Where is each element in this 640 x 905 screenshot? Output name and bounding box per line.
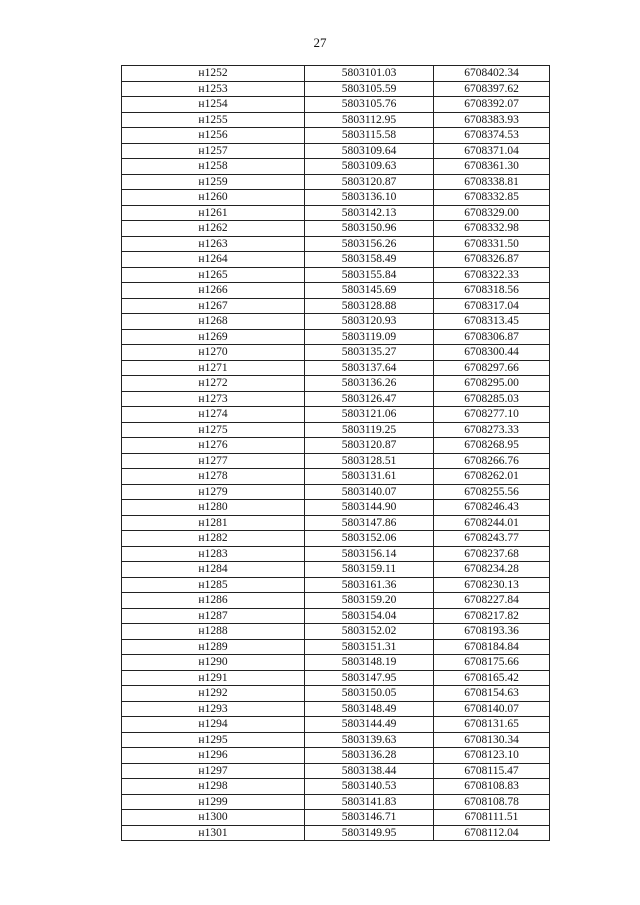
table-row <box>122 779 550 795</box>
table-row <box>122 593 550 609</box>
x-coordinate-cell: 5803119.25 <box>305 422 434 438</box>
y-coordinate-cell: 6708268.95 <box>434 438 550 454</box>
table-row <box>122 531 550 547</box>
y-coordinate-cell: 6708273.33 <box>434 422 550 438</box>
x-coordinate-cell: 5803158.49 <box>305 252 434 268</box>
y-coordinate-cell: 6708230.13 <box>434 577 550 593</box>
table-row <box>122 391 550 407</box>
y-coordinate-cell: 6708331.50 <box>434 236 550 252</box>
y-coordinate-cell: 6708131.65 <box>434 717 550 733</box>
point-id-cell: н1256 <box>122 128 305 144</box>
table-row <box>122 205 550 221</box>
table-row <box>122 190 550 206</box>
table-row <box>122 825 550 841</box>
y-coordinate-cell: 6708154.63 <box>434 686 550 702</box>
point-id-cell: н1296 <box>122 748 305 764</box>
y-coordinate-cell: 6708108.78 <box>434 794 550 810</box>
point-id-cell: н1282 <box>122 531 305 547</box>
point-id-cell: н1278 <box>122 469 305 485</box>
x-coordinate-cell: 5803149.95 <box>305 825 434 841</box>
x-coordinate-cell: 5803152.02 <box>305 624 434 640</box>
coordinates-table <box>121 65 550 841</box>
y-coordinate-cell: 6708332.98 <box>434 221 550 237</box>
x-coordinate-cell: 5803119.09 <box>305 329 434 345</box>
point-id-cell: н1291 <box>122 670 305 686</box>
y-coordinate-cell: 6708329.00 <box>434 205 550 221</box>
y-coordinate-cell: 6708322.33 <box>434 267 550 283</box>
point-id-cell: н1292 <box>122 686 305 702</box>
y-coordinate-cell: 6708140.07 <box>434 701 550 717</box>
table-row <box>122 407 550 423</box>
point-id-cell: н1265 <box>122 267 305 283</box>
y-coordinate-cell: 6708277.10 <box>434 407 550 423</box>
x-coordinate-cell: 5803155.84 <box>305 267 434 283</box>
y-coordinate-cell: 6708237.68 <box>434 546 550 562</box>
point-id-cell: н1277 <box>122 453 305 469</box>
point-id-cell: н1270 <box>122 345 305 361</box>
table-row <box>122 314 550 330</box>
y-coordinate-cell: 6708246.43 <box>434 500 550 516</box>
x-coordinate-cell: 5803120.87 <box>305 174 434 190</box>
point-id-cell: н1290 <box>122 655 305 671</box>
point-id-cell: н1271 <box>122 360 305 376</box>
point-id-cell: н1287 <box>122 608 305 624</box>
table-row <box>122 655 550 671</box>
y-coordinate-cell: 6708383.93 <box>434 112 550 128</box>
x-coordinate-cell: 5803105.59 <box>305 81 434 97</box>
x-coordinate-cell: 5803115.58 <box>305 128 434 144</box>
table-row <box>122 577 550 593</box>
point-id-cell: н1272 <box>122 376 305 392</box>
table-row <box>122 453 550 469</box>
point-id-cell: н1268 <box>122 314 305 330</box>
table-row <box>122 686 550 702</box>
coordinates-table-body <box>122 66 550 841</box>
point-id-cell: н1273 <box>122 391 305 407</box>
table-row <box>122 376 550 392</box>
point-id-cell: н1253 <box>122 81 305 97</box>
x-coordinate-cell: 5803136.10 <box>305 190 434 206</box>
point-id-cell: н1281 <box>122 515 305 531</box>
table-row <box>122 717 550 733</box>
table-row <box>122 345 550 361</box>
x-coordinate-cell: 5803126.47 <box>305 391 434 407</box>
y-coordinate-cell: 6708392.07 <box>434 97 550 113</box>
x-coordinate-cell: 5803152.06 <box>305 531 434 547</box>
point-id-cell: н1263 <box>122 236 305 252</box>
y-coordinate-cell: 6708243.77 <box>434 531 550 547</box>
x-coordinate-cell: 5803121.06 <box>305 407 434 423</box>
table-row <box>122 283 550 299</box>
y-coordinate-cell: 6708318.56 <box>434 283 550 299</box>
x-coordinate-cell: 5803142.13 <box>305 205 434 221</box>
point-id-cell: н1269 <box>122 329 305 345</box>
x-coordinate-cell: 5803145.69 <box>305 283 434 299</box>
table-row <box>122 221 550 237</box>
y-coordinate-cell: 6708217.82 <box>434 608 550 624</box>
x-coordinate-cell: 5803148.49 <box>305 701 434 717</box>
y-coordinate-cell: 6708130.34 <box>434 732 550 748</box>
point-id-cell: н1286 <box>122 593 305 609</box>
point-id-cell: н1254 <box>122 97 305 113</box>
y-coordinate-cell: 6708306.87 <box>434 329 550 345</box>
table-row <box>122 748 550 764</box>
y-coordinate-cell: 6708115.47 <box>434 763 550 779</box>
y-coordinate-cell: 6708317.04 <box>434 298 550 314</box>
x-coordinate-cell: 5803140.07 <box>305 484 434 500</box>
table-row <box>122 701 550 717</box>
table-row <box>122 763 550 779</box>
y-coordinate-cell: 6708112.04 <box>434 825 550 841</box>
x-coordinate-cell: 5803141.83 <box>305 794 434 810</box>
table-row <box>122 66 550 82</box>
table-row <box>122 639 550 655</box>
table-row <box>122 159 550 175</box>
y-coordinate-cell: 6708244.01 <box>434 515 550 531</box>
table-row <box>122 732 550 748</box>
y-coordinate-cell: 6708295.00 <box>434 376 550 392</box>
y-coordinate-cell: 6708227.84 <box>434 593 550 609</box>
x-coordinate-cell: 5803136.26 <box>305 376 434 392</box>
table-row <box>122 298 550 314</box>
y-coordinate-cell: 6708332.85 <box>434 190 550 206</box>
point-id-cell: н1299 <box>122 794 305 810</box>
table-row <box>122 810 550 826</box>
point-id-cell: н1288 <box>122 624 305 640</box>
x-coordinate-cell: 5803137.64 <box>305 360 434 376</box>
table-row <box>122 236 550 252</box>
x-coordinate-cell: 5803159.20 <box>305 593 434 609</box>
point-id-cell: н1276 <box>122 438 305 454</box>
point-id-cell: н1301 <box>122 825 305 841</box>
point-id-cell: н1289 <box>122 639 305 655</box>
table-row <box>122 112 550 128</box>
x-coordinate-cell: 5803150.05 <box>305 686 434 702</box>
y-coordinate-cell: 6708326.87 <box>434 252 550 268</box>
table-row <box>122 670 550 686</box>
x-coordinate-cell: 5803138.44 <box>305 763 434 779</box>
point-id-cell: н1260 <box>122 190 305 206</box>
y-coordinate-cell: 6708300.44 <box>434 345 550 361</box>
x-coordinate-cell: 5803150.96 <box>305 221 434 237</box>
point-id-cell: н1252 <box>122 66 305 82</box>
y-coordinate-cell: 6708262.01 <box>434 469 550 485</box>
table-row <box>122 360 550 376</box>
x-coordinate-cell: 5803156.14 <box>305 546 434 562</box>
table-row <box>122 97 550 113</box>
y-coordinate-cell: 6708111.51 <box>434 810 550 826</box>
point-id-cell: н1284 <box>122 562 305 578</box>
x-coordinate-cell: 5803140.53 <box>305 779 434 795</box>
x-coordinate-cell: 5803128.51 <box>305 453 434 469</box>
y-coordinate-cell: 6708266.76 <box>434 453 550 469</box>
point-id-cell: н1300 <box>122 810 305 826</box>
x-coordinate-cell: 5803154.04 <box>305 608 434 624</box>
y-coordinate-cell: 6708255.56 <box>434 484 550 500</box>
point-id-cell: н1297 <box>122 763 305 779</box>
point-id-cell: н1274 <box>122 407 305 423</box>
y-coordinate-cell: 6708297.66 <box>434 360 550 376</box>
point-id-cell: н1266 <box>122 283 305 299</box>
point-id-cell: н1279 <box>122 484 305 500</box>
y-coordinate-cell: 6708123.10 <box>434 748 550 764</box>
x-coordinate-cell: 5803131.61 <box>305 469 434 485</box>
point-id-cell: н1294 <box>122 717 305 733</box>
point-id-cell: н1267 <box>122 298 305 314</box>
x-coordinate-cell: 5803120.87 <box>305 438 434 454</box>
x-coordinate-cell: 5803146.71 <box>305 810 434 826</box>
table-row <box>122 515 550 531</box>
x-coordinate-cell: 5803144.90 <box>305 500 434 516</box>
y-coordinate-cell: 6708234.28 <box>434 562 550 578</box>
table-row <box>122 252 550 268</box>
y-coordinate-cell: 6708184.84 <box>434 639 550 655</box>
point-id-cell: н1293 <box>122 701 305 717</box>
y-coordinate-cell: 6708371.04 <box>434 143 550 159</box>
table-row <box>122 469 550 485</box>
table-row <box>122 484 550 500</box>
x-coordinate-cell: 5803105.76 <box>305 97 434 113</box>
point-id-cell: н1264 <box>122 252 305 268</box>
x-coordinate-cell: 5803136.28 <box>305 748 434 764</box>
x-coordinate-cell: 5803135.27 <box>305 345 434 361</box>
point-id-cell: н1283 <box>122 546 305 562</box>
x-coordinate-cell: 5803128.88 <box>305 298 434 314</box>
point-id-cell: н1285 <box>122 577 305 593</box>
table-row <box>122 438 550 454</box>
table-row <box>122 174 550 190</box>
y-coordinate-cell: 6708361.30 <box>434 159 550 175</box>
y-coordinate-cell: 6708338.81 <box>434 174 550 190</box>
x-coordinate-cell: 5803144.49 <box>305 717 434 733</box>
x-coordinate-cell: 5803139.63 <box>305 732 434 748</box>
x-coordinate-cell: 5803161.36 <box>305 577 434 593</box>
y-coordinate-cell: 6708175.66 <box>434 655 550 671</box>
y-coordinate-cell: 6708108.83 <box>434 779 550 795</box>
x-coordinate-cell: 5803147.95 <box>305 670 434 686</box>
x-coordinate-cell: 5803112.95 <box>305 112 434 128</box>
x-coordinate-cell: 5803151.31 <box>305 639 434 655</box>
table-row <box>122 143 550 159</box>
point-id-cell: н1280 <box>122 500 305 516</box>
point-id-cell: н1257 <box>122 143 305 159</box>
point-id-cell: н1298 <box>122 779 305 795</box>
table-row <box>122 624 550 640</box>
point-id-cell: н1259 <box>122 174 305 190</box>
table-row <box>122 562 550 578</box>
x-coordinate-cell: 5803120.93 <box>305 314 434 330</box>
y-coordinate-cell: 6708402.34 <box>434 66 550 82</box>
point-id-cell: н1275 <box>122 422 305 438</box>
point-id-cell: н1258 <box>122 159 305 175</box>
x-coordinate-cell: 5803159.11 <box>305 562 434 578</box>
table-row <box>122 608 550 624</box>
y-coordinate-cell: 6708397.62 <box>434 81 550 97</box>
x-coordinate-cell: 5803109.64 <box>305 143 434 159</box>
point-id-cell: н1255 <box>122 112 305 128</box>
table-row <box>122 422 550 438</box>
table-row <box>122 128 550 144</box>
table-row <box>122 546 550 562</box>
point-id-cell: н1295 <box>122 732 305 748</box>
x-coordinate-cell: 5803148.19 <box>305 655 434 671</box>
point-id-cell: н1261 <box>122 205 305 221</box>
y-coordinate-cell: 6708165.42 <box>434 670 550 686</box>
table-row <box>122 794 550 810</box>
x-coordinate-cell: 5803109.63 <box>305 159 434 175</box>
x-coordinate-cell: 5803156.26 <box>305 236 434 252</box>
table-row <box>122 267 550 283</box>
table-row <box>122 81 550 97</box>
y-coordinate-cell: 6708313.45 <box>434 314 550 330</box>
x-coordinate-cell: 5803147.86 <box>305 515 434 531</box>
table-row <box>122 329 550 345</box>
x-coordinate-cell: 5803101.03 <box>305 66 434 82</box>
point-id-cell: н1262 <box>122 221 305 237</box>
y-coordinate-cell: 6708285.03 <box>434 391 550 407</box>
page-number: 27 <box>313 35 327 50</box>
y-coordinate-cell: 6708374.53 <box>434 128 550 144</box>
table-row <box>122 500 550 516</box>
y-coordinate-cell: 6708193.36 <box>434 624 550 640</box>
